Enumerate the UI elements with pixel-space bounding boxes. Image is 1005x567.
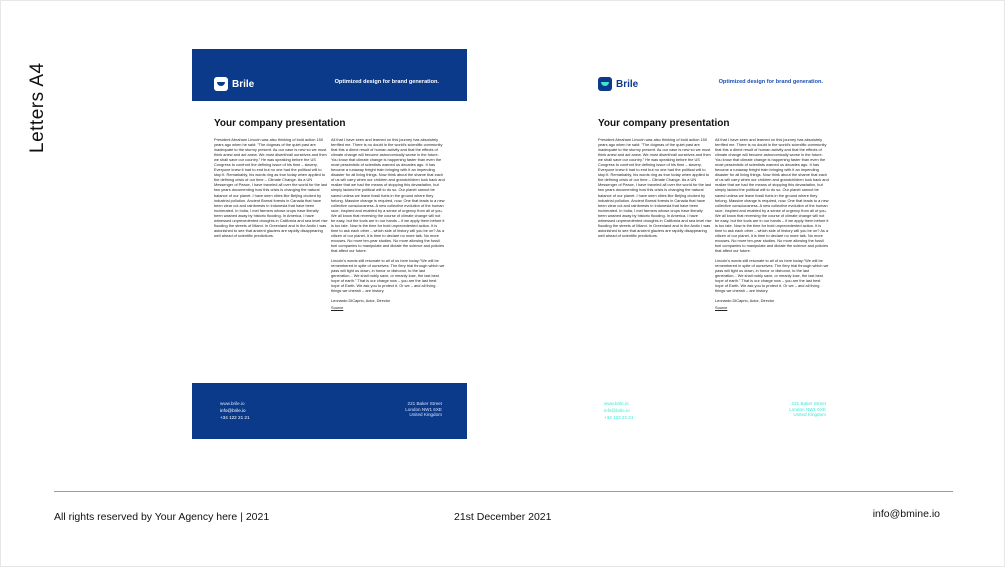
- text-column-right: [715, 137, 829, 311]
- paragraph: All that I have seen and learned on this journey has absolutely terrified me. There is no doubt in the world's scientific community that this a direct result of human activity and that the effects of climate change will become astronomically worse in the future. You know that climate change is happening faster than even the most pessimistic of scientists warned us decades ago. It has become a runaway freight train bringing with it an impending disaster for all living things. Now think about the shame that each of us will carry when our children and grandchildren look back and realize that we had the means of stopping this devastation, but simply lacked the political will to do so. Our planet cannot be saved unless we leave fossil fuels in the ground where they belong. Massive change is required, now. One that leads to a new collective consciousness. A new collective evolution of the human race, inspired and enabled by a sense of urgency from all of you. We all know that reversing the course of climate change will not be easy, but the tools are in our hands – if we apply them before it is too late. Now is the time for bold unprecedented action. It is time to ask each other – which side of history will you be on? As a citizen of our planet, it is time to declare no more talk. No more excuses. No more ten-year studies. No more allowing the fossil fuel companies to manipulate and dictate the science and policies that affect our future.: [331, 137, 445, 254]
- paragraph: Lincoln's words still resonate to all of us here today:"We will be remembered in spite of ourselves. The fiery trial through which we pass will light us down, in honor or dishonor, to the last generation... We shall nobly save, or meanly lose, the last best hope of earth." That is our charge now – you are the last best hope of Earth. We ask you to protect it. Or we – and all living things we cherish – are history.: [331, 258, 445, 294]
- text-column-right: [331, 137, 445, 311]
- brand-tagline: Optimized design for brand generation.: [718, 79, 823, 85]
- paragraph: Lincoln's words still resonate to all of us here today:"We will be remembered in spite of ourselves. The fiery trial through which we pass will light us down, in honor or dishonor, to the last generation... We shall nobly save, or meanly lose, the last best hope of earth." That is our charge now – you are the last best hope of Earth. We ask you to protect it. Or we – and all living things we cherish – are history.: [715, 258, 829, 294]
- address-block: [789, 401, 826, 418]
- text-column-left: [598, 137, 712, 243]
- contact-block: [604, 400, 634, 422]
- address-line: 221 Baker Street: [407, 401, 442, 406]
- source-link[interactable]: Source: [715, 305, 728, 311]
- source-link[interactable]: Source: [331, 305, 344, 311]
- letter-header: [576, 49, 851, 101]
- contact-block: [220, 400, 250, 422]
- phone-text: +34 122 21 21: [220, 415, 250, 421]
- email-text: info@brile.io: [220, 408, 246, 414]
- brand-tagline: Optimized design for brand generation.: [334, 79, 439, 85]
- address-line: United Kingdom: [793, 412, 826, 418]
- address-line: United Kingdom: [409, 412, 442, 418]
- signature: Leonardo DiCaprio, Actor, Director: [715, 298, 775, 304]
- email-text: info@brile.io: [604, 408, 630, 414]
- brand-logo: [214, 77, 254, 91]
- letter-page-dark: [192, 49, 467, 439]
- letter-page-light: [576, 49, 851, 439]
- address-line: London NW1 6XE: [789, 406, 826, 412]
- address-block: [405, 401, 442, 418]
- date-text: 21st December 2021: [454, 511, 552, 523]
- letter-footer: [192, 383, 467, 439]
- logo-icon: [598, 77, 612, 91]
- footer-divider: [54, 491, 953, 492]
- website-text: www.brile.io: [604, 401, 629, 406]
- logo-icon: [214, 77, 228, 91]
- phone-text: +34 122 21 21: [604, 415, 634, 421]
- letter-footer: [576, 383, 851, 439]
- rights-text: All rights reserved by Your Agency here | 2021: [54, 511, 270, 523]
- section-title: Letters A4: [27, 62, 48, 153]
- brand-logo: [598, 77, 638, 91]
- brand-name: Brile: [232, 78, 255, 90]
- document-title: Your company presentation: [598, 118, 730, 129]
- contact-email[interactable]: info@bmine.io: [872, 508, 940, 520]
- text-column-left: [214, 137, 328, 243]
- letter-header: [192, 49, 467, 101]
- paragraph: All that I have seen and learned on this journey has absolutely terrified me. There is no doubt in the world's scientific community that this a direct result of human activity and that the effects of climate change will become astronomically worse in the future. You know that climate change is happening faster than even the most pessimistic of scientists warned us decades ago. It has become a runaway freight train bringing with it an impending disaster for all living things. Now think about the shame that each of us will carry when our children and grandchildren look back and realize that we had the means of stopping this devastation, but simply lacked the political will to do so. Our planet cannot be saved unless we leave fossil fuels in the ground where they belong. Massive change is required, now. One that leads to a new collective consciousness. A new collective evolution of the human race, inspired and enabled by a sense of urgency from all of you. We all know that reversing the course of climate change will not be easy, but the tools are in our hands – if we apply them before it is too late. Now is the time for bold unprecedented action. It is time to ask each other – which side of history will you be on? As a citizen of our planet, it is time to declare no more talk. No more excuses. No more ten-year studies. No more allowing the fossil fuel companies to manipulate and dictate the science and policies that affect our future.: [715, 137, 829, 254]
- document-title: Your company presentation: [214, 118, 346, 129]
- address-line: London NW1 6XE: [405, 406, 442, 412]
- address-line: 221 Baker Street: [791, 401, 826, 406]
- paragraph: President Abraham Lincoln was also thinking of bold action 150 years ago when he said: "The dogmas of the quiet past are inadequate to the stormy present. As our case is new so we must think anew and act anew. We must disenthrall ourselves and then we shall save our country." He was speaking before the US Congress to confront the defining issue of his time – slavery. Everyone knew it had to end but no one had the political will to stop it. Remarkably, his words ring as true today when applied to the defining crisis of our time – Climate Change. As a UN Messenger of Peace, I have traveled all over the world for the last two years documenting how this crisis is changing the natural balance of our planet. I have seen cities like Beijing choked by industrial pollution. Ancient Boreal forests in Canada that have been clear cut and rainforests in Indonesia that have been incinerated. In India, I met farmers whose crops have literally been washed away by historic flooding. In America, I have witnessed unprecedented droughts in California and sea level rise flooding the streets of Miami. In Greenland and in the Arctic I was astonished to see that ancient glaciers are rapidly disappearing well ahead of scientific predictions.: [214, 137, 328, 238]
- brand-name: Brile: [616, 78, 639, 90]
- signature: Leonardo DiCaprio, Actor, Director: [331, 298, 391, 304]
- paragraph: President Abraham Lincoln was also thinking of bold action 150 years ago when he said: "The dogmas of the quiet past are inadequate to the stormy present. As our case is new so we must think anew and act anew. We must disenthrall ourselves and then we shall save our country." He was speaking before the US Congress to confront the defining issue of his time – slavery. Everyone knew it had to end but no one had the political will to stop it. Remarkably, his words ring as true today when applied to the defining crisis of our time – Climate Change. As a UN Messenger of Peace, I have traveled all over the world for the last two years documenting how this crisis is changing the natural balance of our planet. I have seen cities like Beijing choked by industrial pollution. Ancient Boreal forests in Canada that have been clear cut and rainforests in Indonesia that have been incinerated. In India, I met farmers whose crops have literally been washed away by historic flooding. In America, I have witnessed unprecedented droughts in California and sea level rise flooding the streets of Miami. In Greenland and in the Arctic I was astonished to see that ancient glaciers are rapidly disappearing well ahead of scientific predictions.: [598, 137, 712, 238]
- website-text: www.brile.io: [220, 401, 245, 406]
